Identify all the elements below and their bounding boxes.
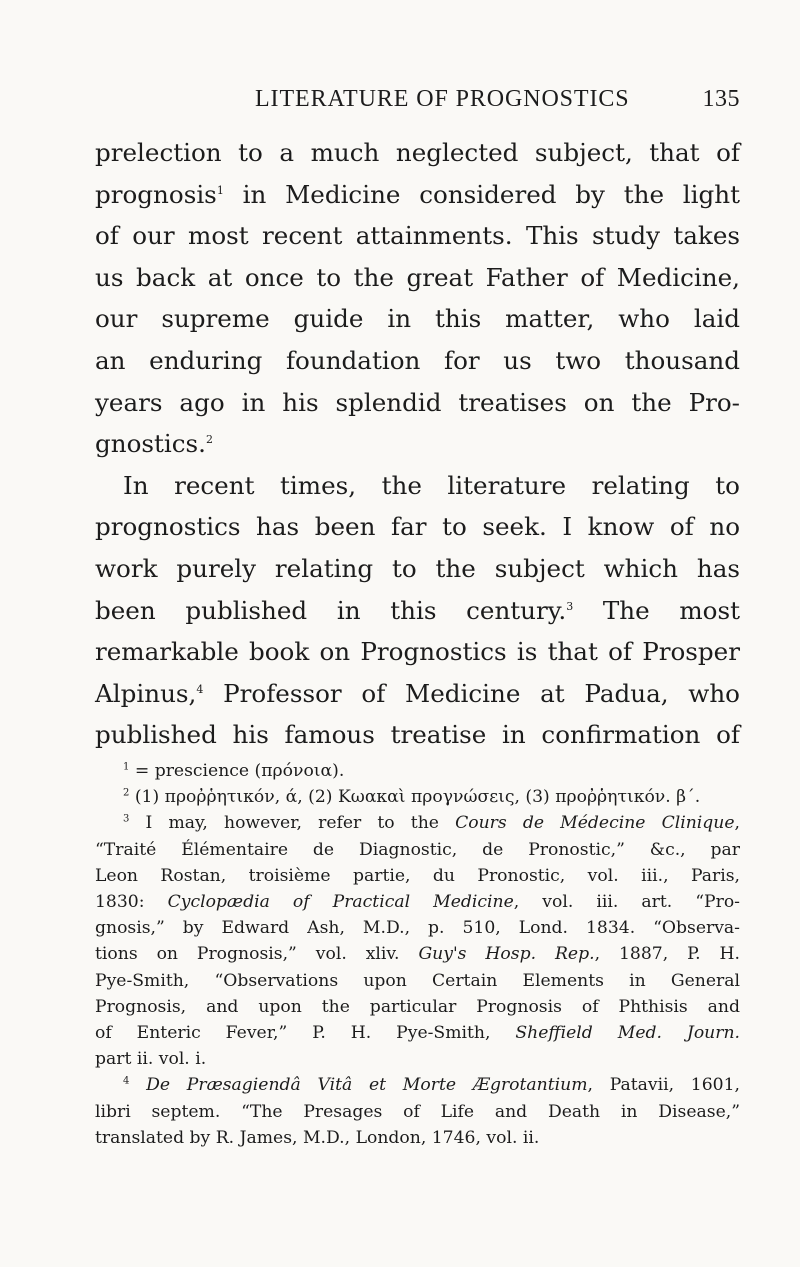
body-line: Alpinus,$^4$ Professor of Medicine at Padua, who	[95, 678, 740, 708]
book-page	[95, 86, 740, 1151]
body-line: our supreme guide in this matter, who laid	[95, 304, 740, 334]
footnotes	[95, 758, 740, 1151]
footnote-line: “Traité Élémentaire de Diagnostic, de Pronostic,” &c., par	[95, 839, 740, 860]
footnote-line: part ii. vol. i.	[95, 1049, 207, 1070]
running-title: LITERATURE OF PROGNOSTICS	[255, 86, 630, 112]
body-line: published his famous treatise in confirmation of	[95, 720, 740, 750]
page-number: 135	[702, 86, 740, 112]
footnote-line: Prognosis, and upon the particular Prognosis of Phthisis and	[95, 996, 740, 1017]
body-line: prognostics has been far to seek. I know of no	[95, 512, 740, 542]
footnote-marker: 3	[566, 599, 574, 613]
body-line: In recent times, the literature relating to	[123, 470, 740, 500]
body-line: an enduring foundation for us two thousand	[95, 345, 740, 375]
footnote-line: libri septem. “The Presages of Life and Death in Disease,”	[95, 1101, 740, 1122]
footnote-line: of Enteric Fever,” P. H. Pye-Smith, Sheffield Med. Journ.	[95, 1022, 740, 1043]
footnote-line: Pye-Smith, “Observations upon Certain Elements in General	[95, 970, 740, 991]
body-line: been published in this century.$^3$ The most	[95, 595, 740, 625]
footnote-marker: 1	[216, 183, 224, 197]
body-line: of our most recent attainments. This study takes	[95, 221, 740, 251]
body-line: prognosis$^1$ in Medicine considered by the light	[95, 179, 740, 209]
footnote-3: $^3$ I may, however, refer to the Cours de Médecine Clinique,	[123, 813, 740, 834]
footnote-line: tions on Prognosis,” vol. xliv. Guy's Hosp. Rep., 1887, P. H.	[95, 944, 740, 965]
footnote-4: $^4$ De Præsagiendâ Vitâ et Morte Ægrotantium, Patavii, 1601,	[123, 1075, 740, 1096]
body-line: remarkable book on Prognostics is that of Prosper	[95, 637, 740, 667]
body-line: us back at once to the great Father of Medicine,	[95, 262, 740, 292]
running-header	[95, 86, 740, 126]
body-line: work purely relating to the subject which has	[95, 553, 740, 583]
footnote-line: translated by R. James, M.D., London, 1746, vol. ii.	[95, 1127, 540, 1148]
body-line: years ago in his splendid treatises on the Pro-	[95, 387, 740, 417]
footnote-2: $^2$ (1) προῤῥητικόν, ά, (2) Κωακαὶ προγνώσεις, (3) προῤῥητικόν. β΄.	[123, 787, 701, 808]
footnote-line: gnosis,” by Edward Ash, M.D., p. 510, Lond. 1834. “Observa-	[95, 918, 740, 939]
body-text	[95, 132, 740, 756]
footnote-line: Leon Rostan, troisième partie, du Pronostic, vol. iii., Paris,	[95, 865, 740, 886]
body-line: prelection to a much neglected subject, that of	[95, 138, 740, 167]
body-line: gnostics.$^2$	[95, 429, 213, 459]
footnote-1: $^1$ = prescience (πρόνοια).	[123, 760, 345, 781]
footnote-line: 1830: Cyclopædia of Practical Medicine, vol. iii. art. “Pro-	[95, 891, 740, 912]
footnote-marker: 2	[205, 432, 213, 446]
footnote-marker: 4	[196, 682, 204, 696]
